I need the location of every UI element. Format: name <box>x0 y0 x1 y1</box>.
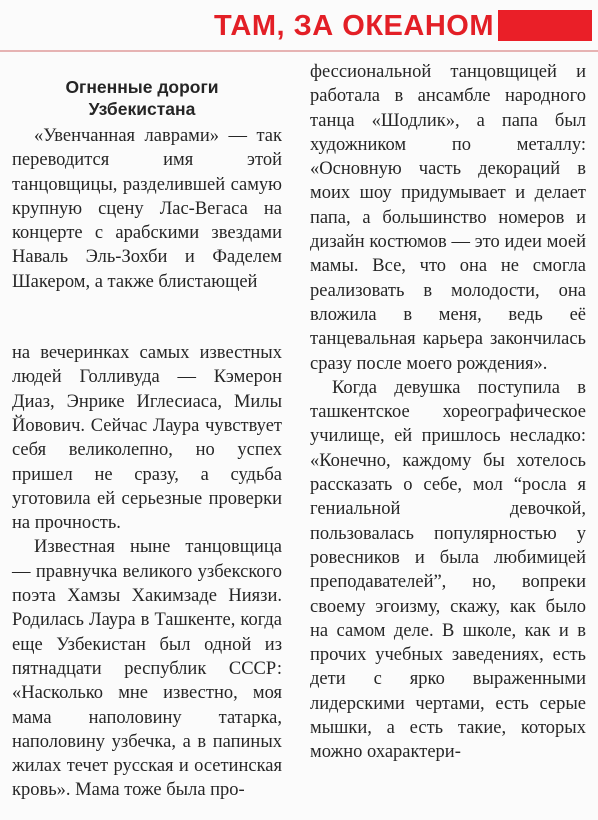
article-paragraph: Известная ныне танцовщица — правнучка великого узбекского поэта Хамзы Хакимзаде Ниязи. Родилась Лаура в Ташкенте, когда еще Узбекистан был одной из пятнадцати республик СССР: «Насколько мне известно, моя мама наполовину татарка, наполовину узбечка, а в папиных жилах течет русская и осетинская кровь». Мама тоже была про- <box>12 537 282 801</box>
article-paragraph: «Увенчанная лаврами» — так переводится имя этой танцовщицы, разделившей самую крупную сцену Лас-Вегаса на концерте с арабскими звездами Наваль Эль-Зохби и Фаделем Шакером, а также блистающей <box>12 126 282 292</box>
section-header <box>0 0 598 54</box>
section-accent-bar <box>498 10 592 41</box>
column-gap <box>12 294 282 341</box>
article-paragraph: Когда девушка поступила в ташкентское хореографическое училище, ей пришлось несладко: «Конечно, каждому бы хотелось рассказать о себе, мол “росла я гениальной девочкой, пользовалась популярностью у ровесников и была любимицей преподавателей”, но, вопреки своему эгоизму, скажу, как было на самом деле. В школе, как и в прочих учебных заведениях, есть дети с ярко выраженными лидерскими чертами, есть серые мышки, а есть такие, которых можно охарактери- <box>310 377 586 763</box>
header-divider <box>0 50 598 52</box>
article-column-left <box>12 58 282 803</box>
article-headline: Огненные дороги Узбекистана <box>65 77 219 119</box>
article-column-right <box>310 60 586 765</box>
section-title: ТАМ, ЗА ОКЕАНОМ <box>214 10 494 42</box>
article-paragraph: на вечеринках самых известных людей Голливуда — Кэмерон Диаз, Энрике Иглесиаса, Милы Йовович. Сейчас Лаура чувствует себя великолепно, но успех пришел не сразу, а судьба уготовила ей серьезные проверки на прочность. <box>12 343 282 534</box>
article-paragraph: фессиональной танцовщицей и работала в ансамбле народного танца «Шодлик», а папа был художником по металлу: «Основную часть декораций в моих шоу придумывает и делает папа, а большинство номеров и дизайн костюмов — это идеи моей мамы. Все, что она не смогла реализовать в молодости, она вложила в меня, ведь её танцевальная карьера закончилась сразу после моего рождения». <box>310 62 586 374</box>
